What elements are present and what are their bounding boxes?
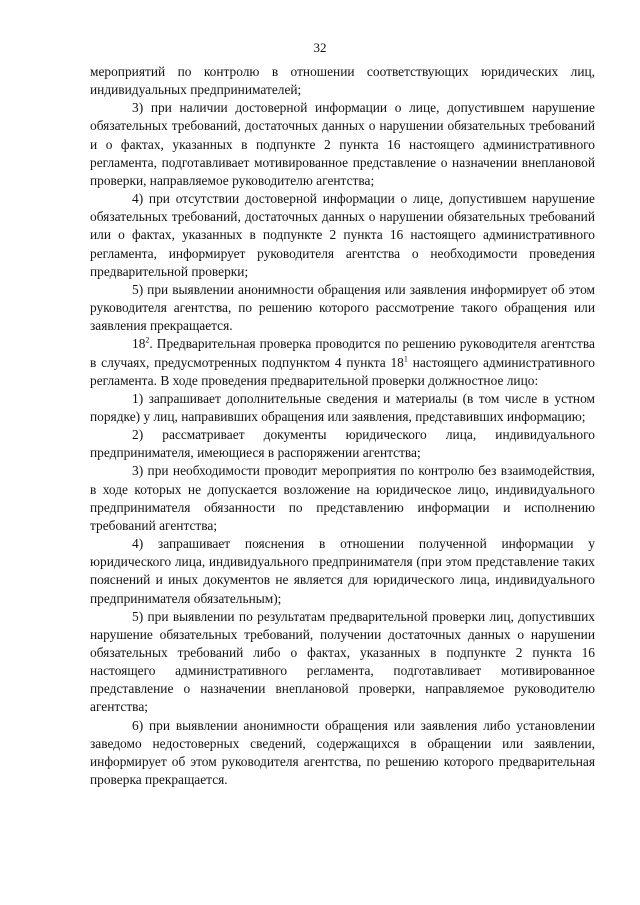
paragraph-subitem-5: 5) при выявлении по результатам предварительной проверки лиц, допустивших нарушение обязательных требований, получении достаточных данных о нарушении обязательных требований либо о фактах, указанных в подпункте 2 пункта 16 настоящего административного регламента, подготавливает мотивированное представление о назначении внеплановой проверки, направляемое руководителю агентства; (90, 608, 595, 715)
section-number: 18 (132, 336, 146, 352)
paragraph-text: настоящего административного регламента. В ходе проведения предварительной проверки должностное лицо: (90, 354, 595, 388)
paragraph-subitem-4: 4) запрашивает пояснения в отношении полученной информации у юридического лица, индивидуального предпринимателя (при этом представление таких пояснений и иных документов не является для юридического лица, индивидуального предпринимателя обязательным); (90, 536, 595, 606)
paragraph-18-2 (90, 335, 595, 389)
paragraph-text: . Предварительная проверка проводится по решению руководителя агентства в случаях, предусмотренных подпунктом 4 пункта 18 (90, 336, 595, 370)
paragraph-continuation: мероприятий по контролю в отношении соответствующих юридических лиц, индивидуальных предпринимателей; (90, 64, 595, 98)
paragraph-item-3: 3) при наличии достоверной информации о лице, допустившем нарушение обязательных требований, достаточных данных о нарушении обязательных требований и о фактах, указанных в подпункте 2 пункта 16 настоящего административного регламента, подготавливает мотивированное представление о назначении внеплановой проверки, направляемое руководителю агентства; (90, 100, 595, 188)
paragraph-subitem-1: 1) запрашивает дополнительные сведения и материалы (в том числе в устном порядке) у лиц, направивших обращения или заявления, представивших информацию; (90, 390, 595, 424)
page-number: 32 (313, 40, 327, 55)
section-superscript: 2 (145, 335, 150, 345)
paragraph-subitem-6: 6) при выявлении анонимности обращения или заявления либо установлении заведомо недостоверных сведений, содержащихся в обращении или заявлении, информирует об этом руководителя агентства, по решению которого предварительная проверка прекращается. (90, 717, 595, 788)
paragraph-subitem-2: 2) рассматривает документы юридического лица, индивидуального предпринимателя, имеющиеся в распоряжении агентства; (90, 427, 595, 461)
reference-superscript: 1 (403, 354, 408, 364)
paragraph-item-5: 5) при выявлении анонимности обращения или заявления информирует об этом руководителя агентства, по решению которого рассмотрение такого обращения или заявления прекращается. (90, 281, 595, 334)
paragraph-item-4: 4) при отсутствии достоверной информации о лице, допустившем нарушение обязательных требований, достаточных данных о нарушении обязательных требований или о фактах, указанных в подпункте 2 пункта 16 настоящего административного регламента, информирует руководителя агентства о необходимости проведения предварительной проверки; (90, 191, 595, 279)
body-text (90, 63, 595, 789)
paragraph-subitem-3: 3) при необходимости проводит мероприятия по контролю без взаимодействия, в ходе которых не допускается возложение на юридическое лицо, индивидуального предпринимателя обязанности по представлению информации и исполнению требований агентства; (90, 463, 595, 533)
